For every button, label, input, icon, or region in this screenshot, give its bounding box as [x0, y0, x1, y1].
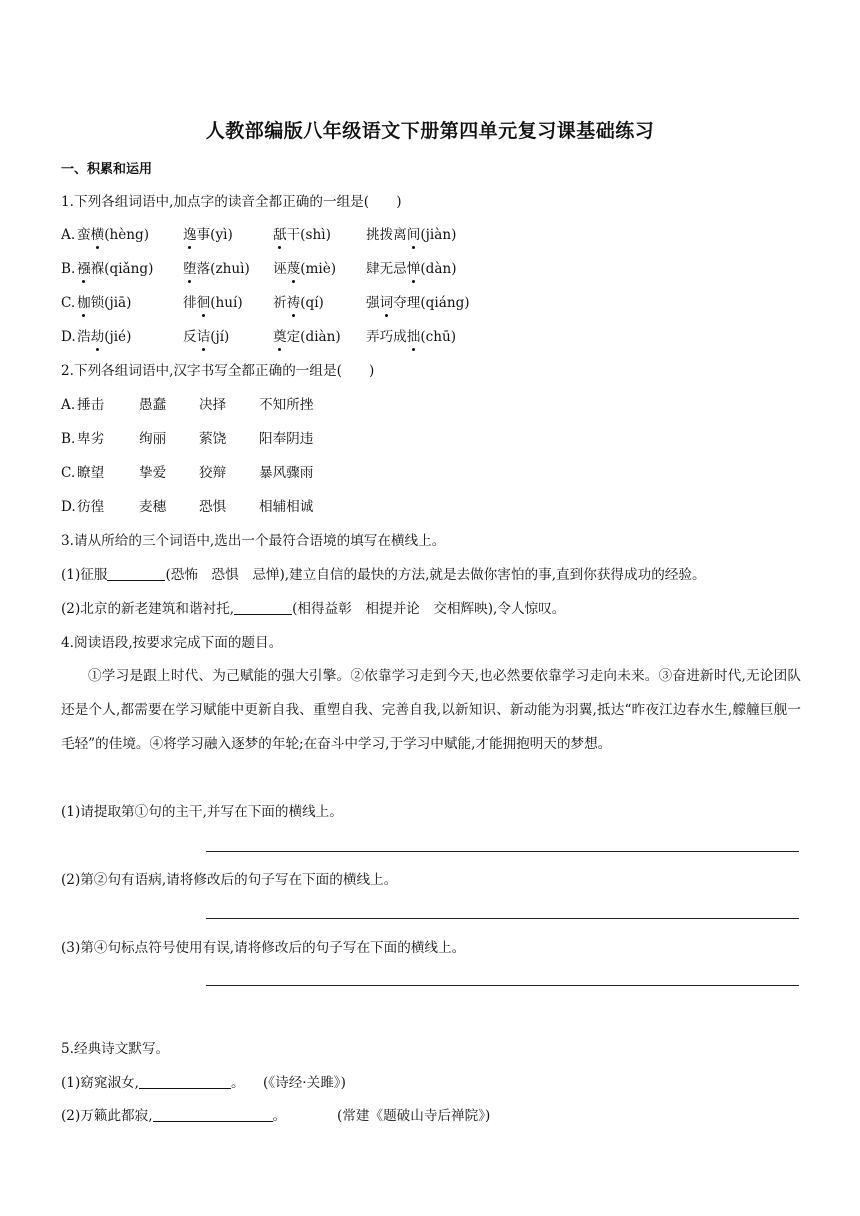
word: 卑劣	[77, 431, 105, 447]
section-heading: 一、积累和运用	[61, 162, 153, 177]
word: 逸事(yì)	[183, 227, 233, 243]
word: 祈祷(qí)	[273, 295, 324, 311]
word: 肆无忌惮(dàn)	[366, 261, 457, 277]
word: 蛮横(hèng)	[77, 227, 150, 243]
word: 反诘(jí)	[183, 329, 230, 345]
word: 舐干(shì)	[273, 227, 331, 243]
word: 阳奉阴违	[259, 431, 314, 447]
word: 襁褓(qiǎng)	[77, 261, 154, 277]
q4-stem: 4.阅读语段,按要求完成下面的题目。	[61, 635, 283, 651]
word: 瞭望	[77, 465, 105, 481]
sentence-prefix: (1)征服	[61, 567, 108, 583]
option-label: C.	[61, 295, 76, 311]
verse-prefix: (1)窈窕淑女,	[61, 1075, 139, 1091]
word: 挚爱	[139, 465, 167, 481]
option-label: B.	[61, 431, 76, 447]
sentence-suffix: (恐怖 恐惧 忌惮),建立自信的最快的方法,就是去做你害怕的事,直到你获得成功的经验。	[165, 567, 706, 583]
verse-source: (《诗经·关雎》)	[263, 1075, 346, 1091]
word: 堕落(zhuì)	[183, 261, 250, 277]
word: 决择	[199, 397, 227, 413]
fill-blank[interactable]	[107, 566, 165, 581]
word: 彷徨	[77, 499, 105, 515]
word: 绚丽	[139, 431, 167, 447]
word: 狡辩	[199, 465, 227, 481]
word: 弄巧成拙(chū)	[366, 329, 457, 345]
q4-passage: ①学习是跟上时代、为己赋能的强大引擎。②依靠学习走到今天,也必然要依靠学习走向未来。③奋进新时代,无论团队还是个人,都需要在学习赋能中更新自我、重塑自我、完善自我,以新知识、新动能为羽翼,抵达“昨夜江边春水生,艨艟巨舰一毛轻”的佳境。④将学习融入逐梦的年轮;在奋斗中学习,于学习中赋能,才能拥抱明天的梦想。	[61, 668, 801, 752]
word: 麦穗	[139, 499, 167, 515]
q4-subquestion-1: (1)请提取第①句的主干,并写在下面的横线上。	[61, 804, 343, 820]
word: 挑拨离间(jiàn)	[366, 227, 457, 243]
word: 奠定(diàn)	[273, 329, 341, 345]
q3-sentence-1	[61, 566, 706, 584]
q1-stem: 1.下列各组词语中,加点字的读音全都正确的一组是( )	[61, 194, 402, 210]
word: 相辅相诚	[259, 499, 314, 515]
q4-subquestion-3: (3)第④句标点符号使用有误,请将修改后的句子写在下面的横线上。	[61, 940, 466, 956]
word: 浩劫(jié)	[77, 329, 132, 345]
word: 诬蔑(miè)	[273, 261, 337, 277]
q3-sentence-2	[61, 600, 565, 618]
fill-blank[interactable]	[153, 1107, 273, 1122]
q2-stem: 2.下列各组词语中,汉字书写全都正确的一组是( )	[61, 363, 375, 379]
fill-blank[interactable]	[234, 600, 292, 615]
word: 恐惧	[199, 499, 227, 515]
answer-line[interactable]	[206, 985, 799, 986]
sentence-prefix: (2)北京的新老建筑和谐衬托,	[61, 601, 235, 617]
word: 枷锁(jiā)	[77, 295, 132, 311]
q5-stem: 5.经典诗文默写。	[61, 1041, 170, 1057]
verse-source: (常建《题破山寺后禅院》)	[337, 1108, 491, 1124]
verse-suffix: 。	[230, 1075, 245, 1091]
verse-prefix: (2)万籁此都寂,	[61, 1108, 153, 1124]
option-label: C.	[61, 465, 76, 481]
word: 捶击	[77, 397, 105, 413]
option-label: D.	[61, 329, 76, 345]
q5-line-1	[61, 1074, 461, 1092]
option-label: D.	[61, 499, 76, 515]
q4-subquestion-2: (2)第②句有语病,请将修改后的句子写在下面的横线上。	[61, 872, 398, 888]
option-label: B.	[61, 261, 76, 277]
verse-suffix: 。	[272, 1108, 287, 1124]
answer-line[interactable]	[206, 918, 799, 919]
option-label: A.	[61, 397, 76, 413]
word: 徘徊(huí)	[183, 295, 243, 311]
word: 愚蠢	[139, 397, 167, 413]
answer-line[interactable]	[206, 851, 799, 852]
q5-line-2	[61, 1107, 581, 1125]
fill-blank[interactable]	[139, 1074, 231, 1089]
word: 强词夺理(qiáng)	[366, 295, 470, 311]
document-title: 人教部编版八年级语文下册第四单元复习课基础练习	[205, 120, 655, 142]
sentence-suffix: (相得益彰 相提并论 交相辉映),令人惊叹。	[292, 601, 566, 617]
word: 暴风骤雨	[259, 465, 314, 481]
word: 不知所挫	[259, 397, 314, 413]
q3-stem: 3.请从所给的三个词语中,选出一个最符合语境的填写在横线上。	[61, 533, 446, 549]
word: 萦饶	[199, 431, 227, 447]
option-label: A.	[61, 227, 76, 243]
